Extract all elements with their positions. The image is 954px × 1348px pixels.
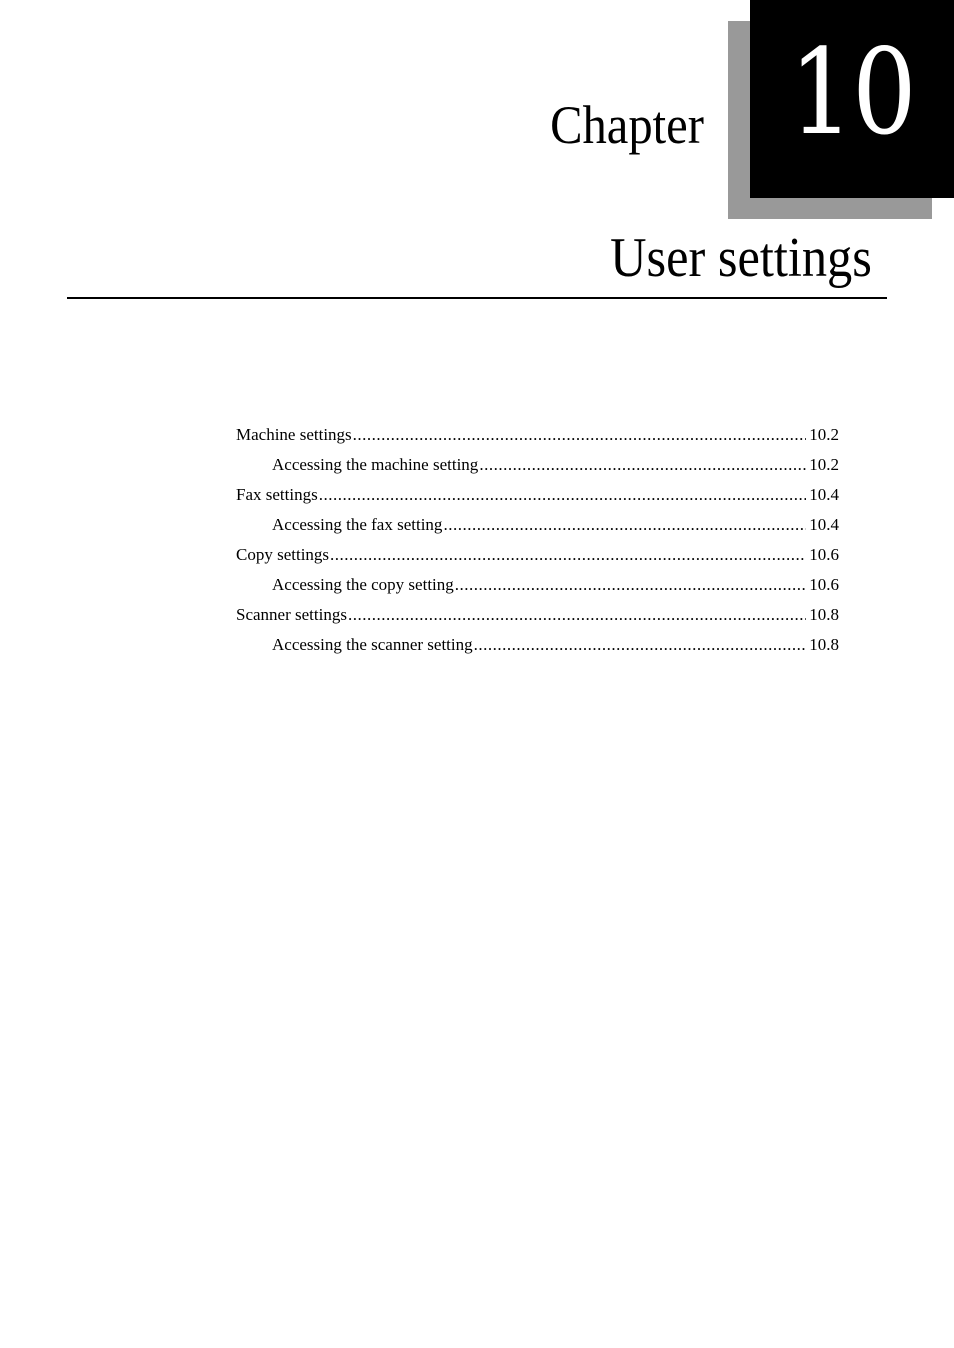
toc-entry-label: Fax settings: [236, 485, 318, 504]
toc-entry-machine-settings[interactable]: [236, 420, 839, 450]
toc-entry-page: 10.6: [809, 545, 839, 564]
toc-dot-leader: [455, 570, 806, 600]
toc-dot-leader: [479, 450, 806, 480]
toc-entry-label: Machine settings: [236, 425, 352, 444]
chapter-number-badge: [750, 0, 954, 198]
title-rule: [67, 297, 887, 299]
toc-entry-label: Accessing the machine setting: [272, 455, 479, 474]
toc-entry-label: Accessing the scanner setting: [272, 635, 473, 654]
toc-entry-accessing-copy-setting[interactable]: [236, 570, 839, 600]
toc-dot-leader: [319, 480, 807, 510]
toc-entry-label: Copy settings: [236, 545, 330, 564]
toc-entry-page: 10.8: [809, 635, 839, 654]
toc-entry-fax-settings[interactable]: [236, 480, 839, 510]
toc-entry-label: Accessing the copy setting: [272, 575, 454, 594]
toc-entry-label: Scanner settings: [236, 605, 347, 624]
table-of-contents: [236, 420, 839, 660]
toc-dot-leader: [330, 540, 806, 570]
toc-dot-leader: [353, 420, 807, 450]
chapter-number: 10: [789, 23, 915, 161]
toc-entry-page: 10.2: [809, 425, 839, 444]
chapter-title: User settings: [610, 227, 872, 289]
toc-entry-page: 10.4: [809, 515, 839, 534]
toc-entry-page: 10.4: [809, 485, 839, 504]
toc-entry-scanner-settings[interactable]: [236, 600, 839, 630]
toc-dot-leader: [443, 510, 806, 540]
toc-entry-label: Accessing the fax setting: [272, 515, 443, 534]
toc-entry-page: 10.6: [809, 575, 839, 594]
toc-dot-leader: [348, 600, 806, 630]
toc-entry-copy-settings[interactable]: [236, 540, 839, 570]
chapter-label: Chapter: [550, 95, 704, 155]
toc-entry-accessing-scanner-setting[interactable]: [236, 630, 839, 660]
toc-entry-accessing-machine-setting[interactable]: [236, 450, 839, 480]
toc-entry-accessing-fax-setting[interactable]: [236, 510, 839, 540]
toc-entry-page: 10.8: [809, 605, 839, 624]
toc-entry-page: 10.2: [809, 455, 839, 474]
toc-dot-leader: [474, 630, 807, 660]
